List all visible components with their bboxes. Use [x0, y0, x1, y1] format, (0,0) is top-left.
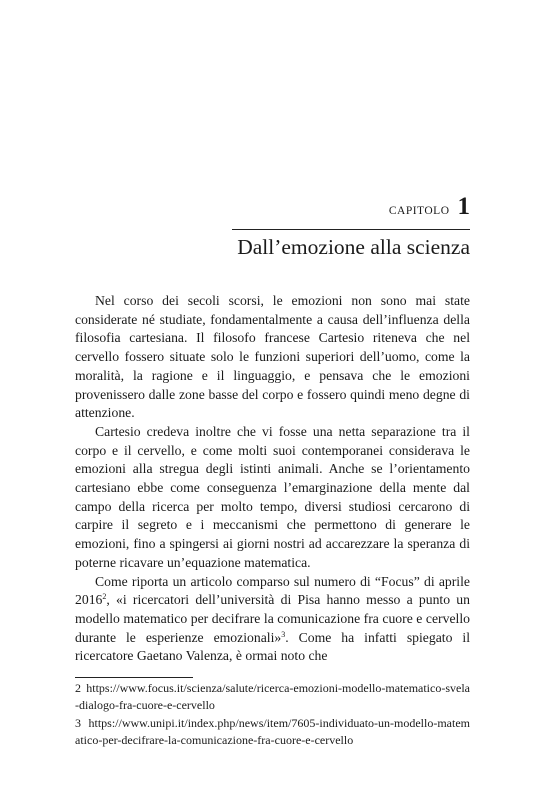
footnotes [75, 680, 470, 750]
chapter-divider [232, 229, 470, 230]
footnote-3: 3 https://www.unipi.it/index.php/news/item/7605-individuato-un-modello-matematico-per-decifrare-la-comunicazione-fra-cuore-e-cervello [75, 715, 470, 748]
footnote-ref-3[interactable]: 3 [281, 629, 286, 639]
footnote-ref-2[interactable]: 2 [102, 592, 107, 602]
paragraph-3-part-2: , «i ricercatori dell’università di Pisa hanno messo a punto un modello matematico per decifrare la comunicazione fra cuore e cervello durante le esperienze emozionali» [75, 592, 470, 645]
chapter-title: Dall’emozione alla scienza [237, 235, 470, 259]
body-text [75, 292, 470, 666]
chapter-label: CAPITOLO [388, 205, 450, 217]
chapter-heading [389, 194, 470, 219]
paragraph-1: Nel corso dei secoli scorsi, le emozioni non sono mai state considerate né studiate, fondamentalmente a causa dell’influenza della filosofia cartesiana. Il filosofo francese Cartesio riteneva che nel cervello fossero situate solo le funzioni superiori dell’uomo, come la moralità, la ragione e il linguaggio, e pensava che le emozioni provenissero dalle zone basse del corpo e fossero quindi meno degne di attenzione. [75, 293, 470, 421]
paragraph-3-part-1: Come riporta un articolo comparso sul numero di “Focus” di aprile 2016 [75, 573, 470, 608]
paragraph-3 [75, 573, 470, 667]
footnote-2: 2 https://www.focus.it/scienza/salute/ricerca-emozioni-modello-matematico-svela-dialogo-fra-cuore-e-cervello [75, 681, 470, 713]
paragraph-3-part-3: . Come ha infatti spiegato il ricercatore Gaetano Valenza, è ormai noto che [75, 629, 471, 664]
footnote-divider [75, 677, 193, 678]
paragraph-2: Cartesio credeva inoltre che vi fosse una netta separazione tra il corpo e il cervello, e come molti suoi contemporanei considerava le emozioni alla stregua degli istinti animali. Anche se l’orientamento cartesiano ebbe come conseguenza l’emarginazione della mente dal campo della ricerca per molto tempo, diversi studiosi cercarono di carpire il segreto e i meccanismi che permettono di generare le emozioni, fino a spingersi ai giorni nostri ad accarezzare la speranza di poterne ricavare un’equazione matematica. [75, 423, 470, 570]
chapter-number: 1 [457, 193, 470, 220]
